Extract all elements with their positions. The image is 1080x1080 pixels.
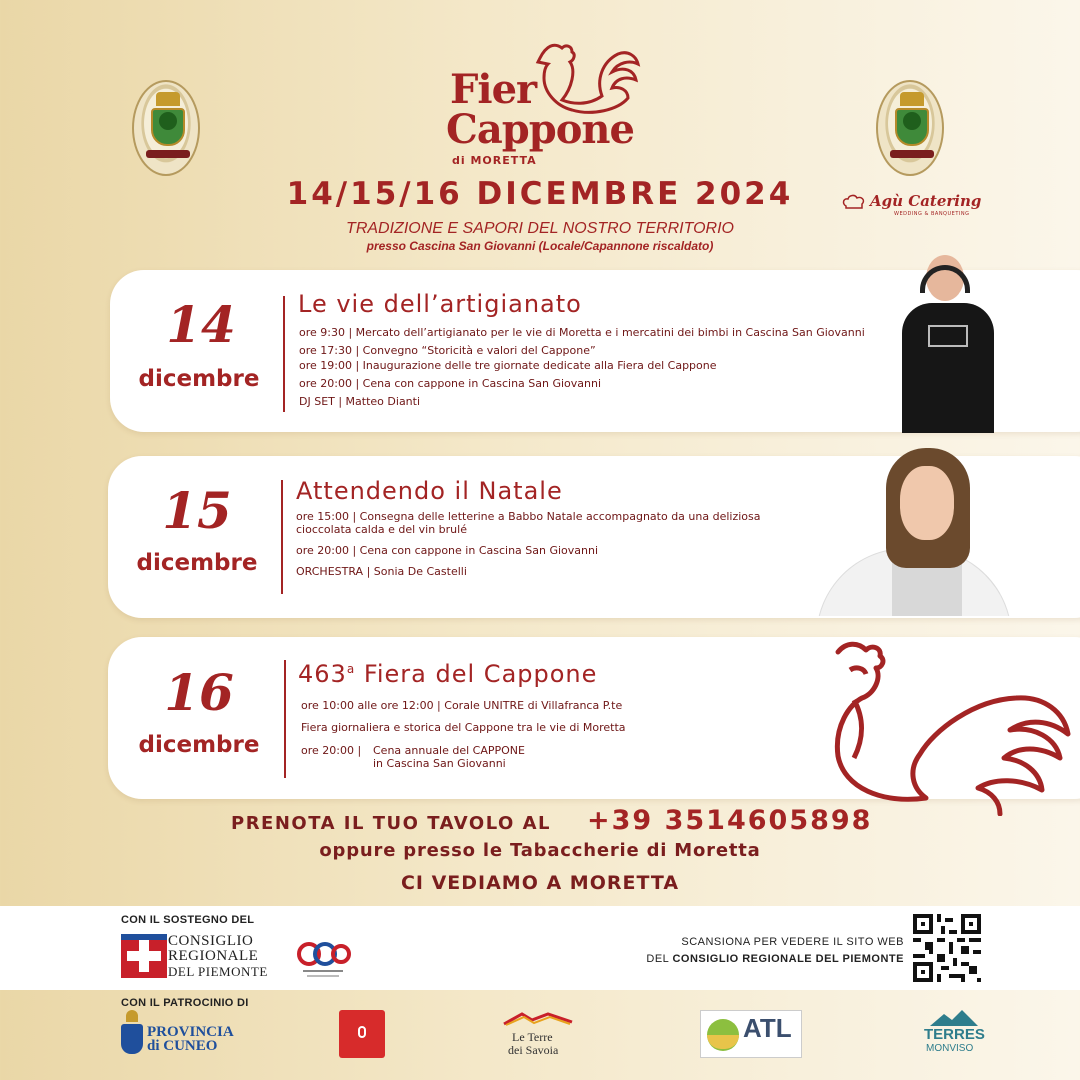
closing-line: CI VEDIAMO A MORETTA	[400, 872, 680, 894]
divider	[284, 660, 286, 778]
terres-line2: MONVISO	[926, 1043, 974, 1054]
terre-line1: Le Terre	[512, 1030, 553, 1044]
schedule-line: ORCHESTRA | Sonia De Castelli	[296, 565, 467, 578]
schedule-line: ore 10:00 alle ore 12:00 | Corale UNITRE di Villafranca P.te	[301, 699, 623, 712]
fiera-cappone-logo	[446, 40, 646, 170]
piemonte-flag-icon	[121, 934, 167, 978]
divider	[283, 296, 285, 412]
scan-caption	[600, 934, 904, 968]
edition-number: 463	[298, 660, 347, 688]
booking-alternative: oppure presso le Tabaccherie di Moretta	[319, 840, 761, 861]
provincia-cuneo-logo	[121, 1010, 234, 1060]
atl-logo	[700, 1010, 802, 1058]
qr-code[interactable]	[913, 914, 981, 982]
day-number: 16	[164, 663, 234, 722]
rooster-illustration-icon	[824, 638, 1072, 816]
anniversary-logo-icon	[295, 936, 351, 980]
association-crest-logo	[876, 80, 944, 176]
moretta-crest-logo	[132, 80, 200, 176]
day-number: 14	[166, 295, 236, 354]
schedule-line: Cena annuale del CAPPONE	[373, 744, 525, 757]
scan-caption-line1: SCANSIONA PER VEDERE IL SITO WEB	[681, 936, 904, 948]
terres-monviso-logo	[922, 1010, 986, 1058]
booking-phone[interactable]: +39 3514605898	[587, 805, 873, 836]
tagline: TRADIZIONE E SAPORI DEL NOSTRO TERRITORIO	[346, 220, 734, 237]
provincia-shield-icon	[121, 1024, 143, 1054]
terre-savoia-logo	[502, 1012, 582, 1058]
day-title: Le vie dell’artigianato	[298, 290, 582, 318]
schedule-line: ore 15:00 | Consegna delle letterine a Babbo Natale accompagnato da una deliziosa	[296, 510, 761, 523]
catering-name: Agù Catering	[870, 192, 982, 210]
scan-caption-line2: DEL CONSIGLIO REGIONALE DEL PIEMONTE	[646, 953, 904, 965]
divider	[281, 480, 283, 594]
cr-logo-line3: DEL PIEMONTE	[168, 964, 268, 979]
edition-superscript: a	[346, 662, 356, 676]
schedule-line: in Cascina San Giovanni	[373, 757, 506, 770]
schedule-line: ore 20:00 |	[301, 744, 362, 757]
singer-photo	[816, 448, 1012, 616]
terres-line1: TERRES	[924, 1026, 985, 1043]
schedule-line: ore 9:30 | Mercato dell’artigianato per le vie di Moretta e i mercatini dei bimbi in Cascina San Giovanni	[299, 326, 865, 339]
flag-stripes-icon	[502, 1012, 574, 1026]
catering-subtitle: WEDDING & BANQUETING	[894, 211, 970, 217]
event-dates: 14/15/16 DICEMBRE 2024	[286, 176, 794, 212]
schedule-line: ore 19:00 | Inaugurazione delle tre giornate dedicate alla Fiera del Cappone	[299, 359, 717, 372]
schedule-line: ore 20:00 | Cena con cappone in Cascina San Giovanni	[296, 544, 599, 557]
dj-photo	[900, 255, 996, 433]
schedule-line: Fiera giornaliera e storica del Cappone tra le vie di Moretta	[301, 721, 626, 734]
schedule-line: cioccolata calda e del vin brulé	[296, 523, 467, 536]
provincia-line2: di CUNEO	[147, 1038, 218, 1054]
rooster-logo-icon	[532, 40, 642, 118]
terre-line2: dei Savoia	[508, 1043, 559, 1057]
atl-text: ATL	[743, 1013, 792, 1043]
cr-logo-line2: REGIONALE	[168, 948, 259, 964]
day-month: dicembre	[138, 366, 260, 392]
logo-title-line2: Cappone	[446, 106, 634, 153]
logo-title-line1: Fier	[450, 66, 537, 113]
booking-label: PRENOTA IL TUO TAVOLO AL	[231, 813, 551, 834]
day-month: dicembre	[138, 732, 260, 758]
schedule-line: DJ SET | Matteo Dianti	[299, 395, 421, 408]
logo-subtitle: di MORETTA	[452, 154, 537, 167]
chef-hat-icon	[842, 194, 866, 210]
support-label: CON IL SOSTEGNO DEL	[121, 914, 255, 926]
schedule-line: ore 17:30 | Convegno “Storicità e valori del Cappone”	[299, 344, 596, 357]
day-title	[298, 660, 597, 688]
red-square-logo	[339, 1010, 385, 1058]
schedule-line: ore 20:00 | Cena con cappone in Cascina San Giovanni	[299, 377, 602, 390]
cr-logo-line1: CONSIGLIO	[168, 933, 254, 949]
venue-subtitle: presso Cascina San Giovanni (Locale/Capannone riscaldato)	[366, 239, 714, 253]
patronage-label: CON IL PATROCINIO DI	[121, 997, 249, 1009]
day-number: 15	[162, 481, 232, 540]
day-month: dicembre	[136, 550, 258, 576]
day-title-text: Fiera del Cappone	[363, 660, 598, 688]
day-title: Attendendo il Natale	[296, 477, 563, 505]
agu-catering-logo	[842, 192, 992, 222]
mountain-icon	[930, 1010, 978, 1026]
provincia-line1: PROVINCIA	[147, 1024, 234, 1040]
